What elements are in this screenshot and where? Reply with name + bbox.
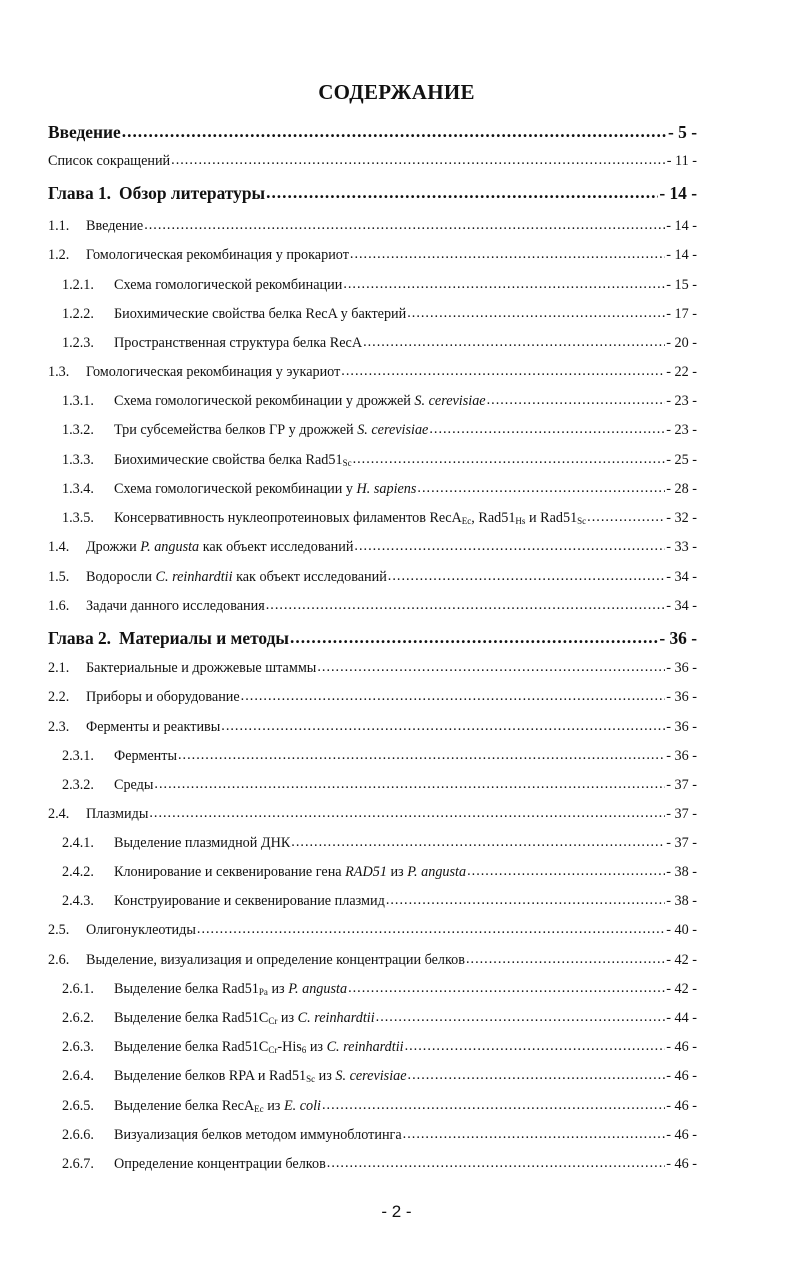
toc-leader-dots bbox=[429, 419, 665, 439]
toc-entry-number: 2.4.3. bbox=[62, 893, 94, 909]
toc-entry-title: Схема гомологической рекомбинации bbox=[114, 277, 343, 293]
toc-entry-page: - 36 - bbox=[666, 748, 697, 764]
toc-entry-page: - 5 - bbox=[668, 122, 697, 142]
toc-entry-page: - 33 - bbox=[666, 539, 697, 555]
toc-entry-number: 1.3.2. bbox=[62, 422, 94, 438]
toc-entry-number: 1.3.5. bbox=[62, 510, 94, 526]
toc-entry-title: Выделение белка $Rad51C_{Cr}$ из C. reinhardtii bbox=[114, 1010, 375, 1026]
toc-entry-s2-1[interactable] bbox=[48, 658, 697, 678]
toc-entry-title: Три субсемейства белков ГР у дрожжей S. cerevisiae bbox=[114, 422, 429, 438]
toc-entry-page: - 28 - bbox=[666, 481, 697, 497]
toc-leader-dots bbox=[178, 745, 665, 765]
toc-entry-title: Выделение белка RecA$_{Ec}$ из E. coli bbox=[114, 1098, 321, 1114]
toc-entry-page: - 34 - bbox=[666, 598, 697, 614]
toc-entry-s2-6-5[interactable] bbox=[62, 1096, 697, 1116]
toc-entry-title: Пространственная структура белка RecA bbox=[114, 335, 363, 351]
toc-entry-s1-5[interactable] bbox=[48, 567, 697, 587]
toc-leader-dots bbox=[403, 1124, 666, 1144]
toc-entry-page: - 46 - bbox=[666, 1039, 697, 1055]
toc-entry-page: - 14 - bbox=[666, 247, 697, 263]
toc-entry-page: - 38 - bbox=[666, 893, 697, 909]
toc-entry-number: 1.2. bbox=[48, 247, 70, 263]
toc-entry-title: Дрожжи P. angusta как объект исследований bbox=[86, 539, 354, 555]
toc-entry-page: - 32 - bbox=[666, 510, 697, 526]
toc-entry-page: - 44 - bbox=[666, 1010, 697, 1026]
page-number: - 2 - bbox=[381, 1202, 412, 1221]
toc-entry-number: 2.2. bbox=[48, 689, 70, 705]
toc-entry-title: Выделение белков RPA и $Rad51_{Sc}$ из S. cerevisiae bbox=[114, 1068, 407, 1084]
toc-entry-s2-6-4[interactable] bbox=[62, 1066, 697, 1086]
toc-entry-number: 2.6.4. bbox=[62, 1068, 94, 1084]
toc-entry-number: 2.5. bbox=[48, 922, 70, 938]
toc-entry-s2-4[interactable] bbox=[48, 804, 697, 824]
toc-leader-dots bbox=[291, 832, 665, 852]
toc-entry-s2-6-2[interactable] bbox=[62, 1008, 697, 1028]
toc-entry-page: - 37 - bbox=[666, 806, 697, 822]
toc-entry-title: Гомологическая рекомбинация у эукариот bbox=[86, 364, 341, 380]
toc-leader-dots bbox=[290, 625, 658, 649]
toc-entry-title: Бактериальные и дрожжевые штаммы bbox=[86, 660, 317, 676]
toc-leader-dots bbox=[363, 332, 665, 352]
toc-leader-dots bbox=[341, 361, 665, 381]
toc-entry-s1-2-1[interactable] bbox=[62, 275, 697, 295]
toc-entry-title: Водоросли C. reinhardtii как объект исследований bbox=[86, 569, 387, 585]
toc-entry-s1-3-5[interactable] bbox=[62, 508, 697, 528]
toc-entry-page: - 17 - bbox=[666, 306, 697, 322]
toc-entry-page: - 36 - bbox=[659, 628, 697, 648]
toc-leader-dots bbox=[466, 949, 665, 969]
toc-entry-page: - 36 - bbox=[666, 689, 697, 705]
toc-leader-dots bbox=[353, 449, 666, 469]
toc-leader-dots bbox=[487, 390, 666, 410]
toc-entry-title: Ферменты bbox=[114, 748, 177, 764]
toc-entry-page: - 37 - bbox=[666, 777, 697, 793]
toc-entry-s1-4[interactable] bbox=[48, 537, 697, 557]
toc-entry-page: - 11 - bbox=[666, 153, 697, 169]
toc-leader-dots bbox=[408, 1065, 666, 1085]
toc-entry-title: Конструирование и секвенирование плазмид bbox=[114, 893, 385, 909]
toc-entry-s1-2-2[interactable] bbox=[62, 304, 697, 324]
toc-entry-title: Выделение плазмидной ДНК bbox=[114, 835, 291, 851]
toc-entry-title: Схема гомологической рекомбинации у H. sapiens bbox=[114, 481, 417, 497]
toc-entry-title: Плазмиды bbox=[86, 806, 149, 822]
toc-entry-page: - 46 - bbox=[666, 1068, 697, 1084]
toc-entry-number: 2.6.1. bbox=[62, 981, 94, 997]
toc-entry-number: Глава 1. bbox=[48, 183, 112, 203]
toc-entry-page: - 46 - bbox=[666, 1156, 697, 1172]
toc-leader-dots bbox=[354, 536, 665, 556]
toc-entry-page: - 34 - bbox=[666, 569, 697, 585]
toc-leader-dots bbox=[467, 861, 665, 881]
toc-leader-dots bbox=[348, 978, 665, 998]
toc-entry-s2-6-6[interactable] bbox=[62, 1125, 697, 1145]
toc-leader-dots bbox=[350, 244, 665, 264]
toc-entry-title: Схема гомологической рекомбинации у дрожжей S. cerevisiae bbox=[114, 393, 486, 409]
toc-entry-intro[interactable] bbox=[48, 120, 697, 144]
toc-entry-page: - 25 - bbox=[666, 452, 697, 468]
toc-leader-dots bbox=[266, 180, 658, 204]
toc-entry-number: 1.4. bbox=[48, 539, 70, 555]
toc-leader-dots bbox=[122, 119, 667, 143]
toc-entry-title: Ферменты и реактивы bbox=[86, 719, 221, 735]
toc-leader-dots bbox=[343, 274, 665, 294]
toc-entry-title: Среды bbox=[114, 777, 154, 793]
toc-entry-title: Выделение белка $Rad51C_{Cr}-His_6$ из C. reinhardtii bbox=[114, 1039, 404, 1055]
toc-entry-s2-6[interactable] bbox=[48, 950, 697, 970]
toc-entry-number: Глава 2. bbox=[48, 628, 112, 648]
toc-entry-s1-3-2[interactable] bbox=[62, 420, 697, 440]
toc-entry-page: - 36 - bbox=[666, 719, 697, 735]
toc-entry-ch2[interactable] bbox=[48, 626, 697, 650]
toc-entry-s2-5[interactable] bbox=[48, 920, 697, 940]
toc-leader-dots bbox=[266, 595, 666, 615]
toc-entry-page: - 36 - bbox=[666, 660, 697, 676]
toc-entry-page: - 14 - bbox=[659, 183, 697, 203]
toc-entry-title: Консервативность нуклеопротеиновых филаментов RecA$_{Ec}$, $Rad51_{Hs}$ и $Rad51_{Sc}$ bbox=[114, 510, 587, 526]
toc-entry-page: - 46 - bbox=[666, 1098, 697, 1114]
toc-entry-number: 2.3.2. bbox=[62, 777, 94, 793]
toc-leader-dots bbox=[197, 919, 665, 939]
toc-entry-title: Введение bbox=[86, 218, 144, 234]
toc-entry-s2-3-1[interactable] bbox=[62, 746, 697, 766]
toc-entry-number: 1.1. bbox=[48, 218, 70, 234]
toc-entry-number: 1.2.3. bbox=[62, 335, 94, 351]
toc-leader-dots bbox=[386, 890, 665, 910]
toc-leader-dots bbox=[154, 774, 665, 794]
toc-leader-dots bbox=[317, 657, 665, 677]
toc-entry-number: 1.5. bbox=[48, 569, 70, 585]
toc-entry-s2-6-3[interactable] bbox=[62, 1037, 697, 1057]
toc-entry-page: - 20 - bbox=[666, 335, 697, 351]
toc-entry-page: - 42 - bbox=[666, 952, 697, 968]
toc-entry-s2-2[interactable] bbox=[48, 687, 697, 707]
toc-entry-s2-4-3[interactable] bbox=[62, 891, 697, 911]
toc-entry-title: Визуализация белков методом иммуноблотинга bbox=[114, 1127, 402, 1143]
toc-entry-s2-4-1[interactable] bbox=[62, 833, 697, 853]
toc-entry-number: 1.3. bbox=[48, 364, 70, 380]
page-title: СОДЕРЖАНИЕ bbox=[318, 80, 475, 104]
toc-leader-dots bbox=[407, 303, 665, 323]
toc-entry-number: 1.2.1. bbox=[62, 277, 94, 293]
toc-entry-number: 2.4.1. bbox=[62, 835, 94, 851]
toc-entry-number: 2.6. bbox=[48, 952, 70, 968]
toc-leader-dots bbox=[327, 1153, 666, 1173]
toc-entry-number: 2.6.7. bbox=[62, 1156, 94, 1172]
toc-leader-dots bbox=[388, 566, 665, 586]
toc-entry-title: Введение bbox=[48, 122, 121, 142]
toc-entry-s1-3-4[interactable] bbox=[62, 479, 697, 499]
toc-entry-number: 2.4. bbox=[48, 806, 70, 822]
toc-entry-title: Гомологическая рекомбинация у прокариот bbox=[86, 247, 349, 263]
toc-entry-s2-6-7[interactable] bbox=[62, 1154, 697, 1174]
toc-leader-dots bbox=[376, 1007, 666, 1027]
toc-entry-title: Приборы и оборудование bbox=[86, 689, 240, 705]
toc-entry-s2-6-1[interactable] bbox=[62, 979, 697, 999]
toc-entry-number: 2.6.5. bbox=[62, 1098, 94, 1114]
toc-entry-title: Задачи данного исследования bbox=[86, 598, 265, 614]
toc-leader-dots bbox=[405, 1036, 666, 1056]
toc-entry-title: Биохимические свойства белка $Rad51_{Sc}$ bbox=[114, 452, 352, 468]
toc-entry-page: - 38 - bbox=[666, 864, 697, 880]
toc-entry-page: - 15 - bbox=[666, 277, 697, 293]
toc-entry-title: Клонирование и секвенирование гена RAD51 из P. angusta bbox=[114, 864, 467, 880]
toc-entry-page: - 40 - bbox=[666, 922, 697, 938]
toc-entry-number: 1.6. bbox=[48, 598, 70, 614]
toc-entry-title: Выделение белка $Rad51_{Pa}$ из P. angusta bbox=[114, 981, 348, 997]
toc-entry-page: - 23 - bbox=[666, 422, 697, 438]
toc-entry-number: 2.6.6. bbox=[62, 1127, 94, 1143]
toc-entry-page: - 14 - bbox=[666, 218, 697, 234]
toc-entry-number: 2.6.3. bbox=[62, 1039, 94, 1055]
toc-entry-s1-3-3[interactable] bbox=[62, 450, 697, 470]
toc-leader-dots bbox=[587, 507, 665, 527]
toc-leader-dots bbox=[171, 150, 666, 170]
toc-entry-s2-4-2[interactable] bbox=[62, 862, 697, 882]
toc-entry-number: 2.4.2. bbox=[62, 864, 94, 880]
toc-entry-page: - 42 - bbox=[666, 981, 697, 997]
toc-entry-ch1[interactable] bbox=[48, 181, 697, 205]
toc-entry-page: - 23 - bbox=[666, 393, 697, 409]
toc-entry-number: 2.3.1. bbox=[62, 748, 94, 764]
toc-entry-page: - 46 - bbox=[666, 1127, 697, 1143]
toc-leader-dots bbox=[322, 1095, 665, 1115]
toc-entry-s1-1[interactable] bbox=[48, 216, 697, 236]
toc-entry-number: 1.3.3. bbox=[62, 452, 94, 468]
toc-leader-dots bbox=[221, 716, 665, 736]
toc-leader-dots bbox=[417, 478, 665, 498]
toc-entry-number: 2.3. bbox=[48, 719, 70, 735]
toc-entry-title: Выделение, визуализация и определение концентрации белков bbox=[86, 952, 465, 968]
toc-entry-page: - 22 - bbox=[666, 364, 697, 380]
toc-entry-s2-3-2[interactable] bbox=[62, 775, 697, 795]
toc-entry-number: 1.3.1. bbox=[62, 393, 94, 409]
toc-entry-s2-3[interactable] bbox=[48, 717, 697, 737]
toc-entry-s1-3-1[interactable] bbox=[62, 391, 697, 411]
toc-entry-s1-3[interactable] bbox=[48, 362, 697, 382]
toc-entry-title: Биохимические свойства белка RecA у бактерий bbox=[114, 306, 407, 322]
toc-entry-s1-6[interactable] bbox=[48, 596, 697, 616]
toc-entry-title: Материалы и методы bbox=[119, 628, 290, 648]
toc-entry-title: Определение концентрации белков bbox=[114, 1156, 326, 1172]
toc-leader-dots bbox=[149, 803, 665, 823]
toc-entry-abbr[interactable] bbox=[48, 151, 697, 171]
toc-entry-s1-2-3[interactable] bbox=[62, 333, 697, 353]
toc-entry-title: Олигонуклеотиды bbox=[86, 922, 196, 938]
toc-entry-number: 1.2.2. bbox=[62, 306, 94, 322]
toc-leader-dots bbox=[144, 215, 665, 235]
toc-entry-number: 2.1. bbox=[48, 660, 70, 676]
toc-entry-number: 2.6.2. bbox=[62, 1010, 94, 1026]
toc-entry-number: 1.3.4. bbox=[62, 481, 94, 497]
toc-entry-s1-2[interactable] bbox=[48, 245, 697, 265]
toc-entry-page: - 37 - bbox=[666, 835, 697, 851]
toc-entry-title: Список сокращений bbox=[48, 153, 171, 169]
toc-entry-title: Обзор литературы bbox=[119, 183, 266, 203]
toc-leader-dots bbox=[241, 686, 666, 706]
